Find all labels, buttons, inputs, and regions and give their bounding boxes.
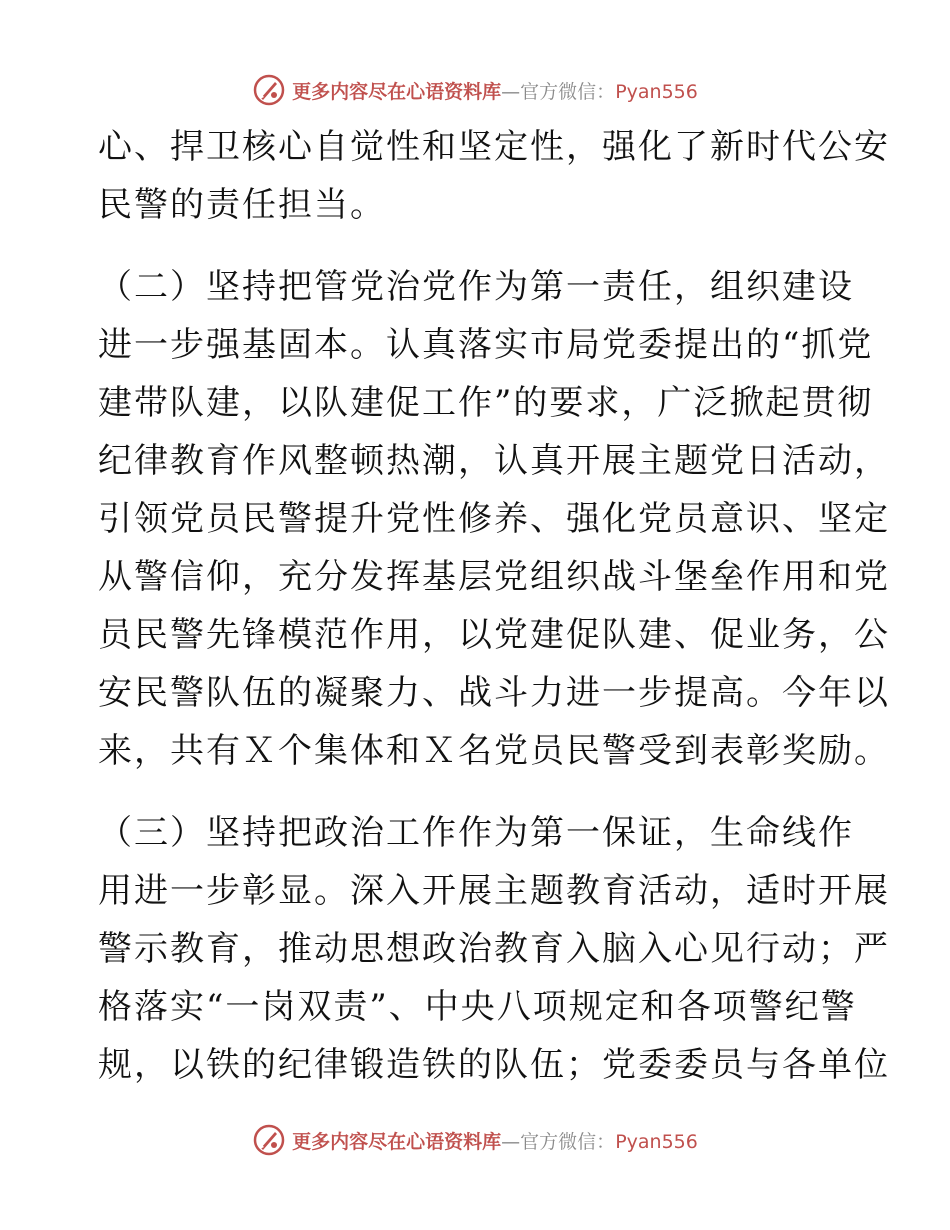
feather-pen-logo-icon (252, 1123, 286, 1157)
text-line: （三）坚持把政治工作作为第一保证，生命线作 (98, 813, 854, 853)
text-line: 进一步强基固本。认真落实市局党委提出的“抓党 (98, 325, 874, 365)
text-line: 安民警队伍的凝聚力、战斗力进一步提高。今年以 (98, 673, 890, 713)
document-body (98, 118, 890, 1094)
watermark-label: 官方微信： (520, 80, 616, 103)
watermark-header (0, 70, 950, 110)
watermark-separator: — (501, 1130, 521, 1153)
watermark-label: 官方微信： (520, 1130, 616, 1153)
watermark-footer (0, 1120, 950, 1160)
paragraph-section-2 (98, 258, 890, 780)
paragraph-section-3 (98, 804, 890, 1094)
text-line: 格落实“一岗双责”、中央八项规定和各项警纪警 (98, 987, 857, 1027)
text-line: 从警信仰，充分发挥基层党组织战斗堡垒作用和党 (98, 557, 890, 597)
text-line: 来，共有Ｘ个集体和Ｘ名党员民警受到表彰奖励。 (98, 731, 890, 771)
watermark-separator: — (501, 80, 521, 103)
watermark-brand: 更多内容尽在心语资料库 (292, 80, 502, 103)
text-line: 民警的责任担当。 (98, 185, 386, 225)
watermark-text (292, 1127, 698, 1154)
text-line: 用进一步彰显。深入开展主题教育活动，适时开展 (98, 871, 890, 911)
paragraph-continuation (98, 118, 890, 234)
text-line: 纪律教育作风整顿热潮，认真开展主题党日活动， (98, 441, 890, 481)
text-line: 建带队建，以队建促工作”的要求，广泛掀起贯彻 (98, 383, 874, 423)
watermark-wechat-id: Pyan556 (615, 1130, 698, 1153)
watermark-brand: 更多内容尽在心语资料库 (292, 1130, 502, 1153)
watermark-text (292, 77, 698, 104)
text-line: 心、捍卫核心自觉性和坚定性，强化了新时代公安 (98, 127, 890, 167)
text-line: 规，以铁的纪律锻造铁的队伍；党委委员与各单位 (98, 1045, 890, 1085)
text-line: 员民警先锋模范作用，以党建促队建、促业务，公 (98, 615, 890, 655)
watermark-wechat-id: Pyan556 (615, 80, 698, 103)
text-line: 引领党员民警提升党性修养、强化党员意识、坚定 (98, 499, 890, 539)
text-line: 警示教育，推动思想政治教育入脑入心见行动；严 (98, 929, 890, 969)
feather-pen-logo-icon (252, 73, 286, 107)
text-line: （二）坚持把管党治党作为第一责任，组织建设 (98, 267, 854, 307)
